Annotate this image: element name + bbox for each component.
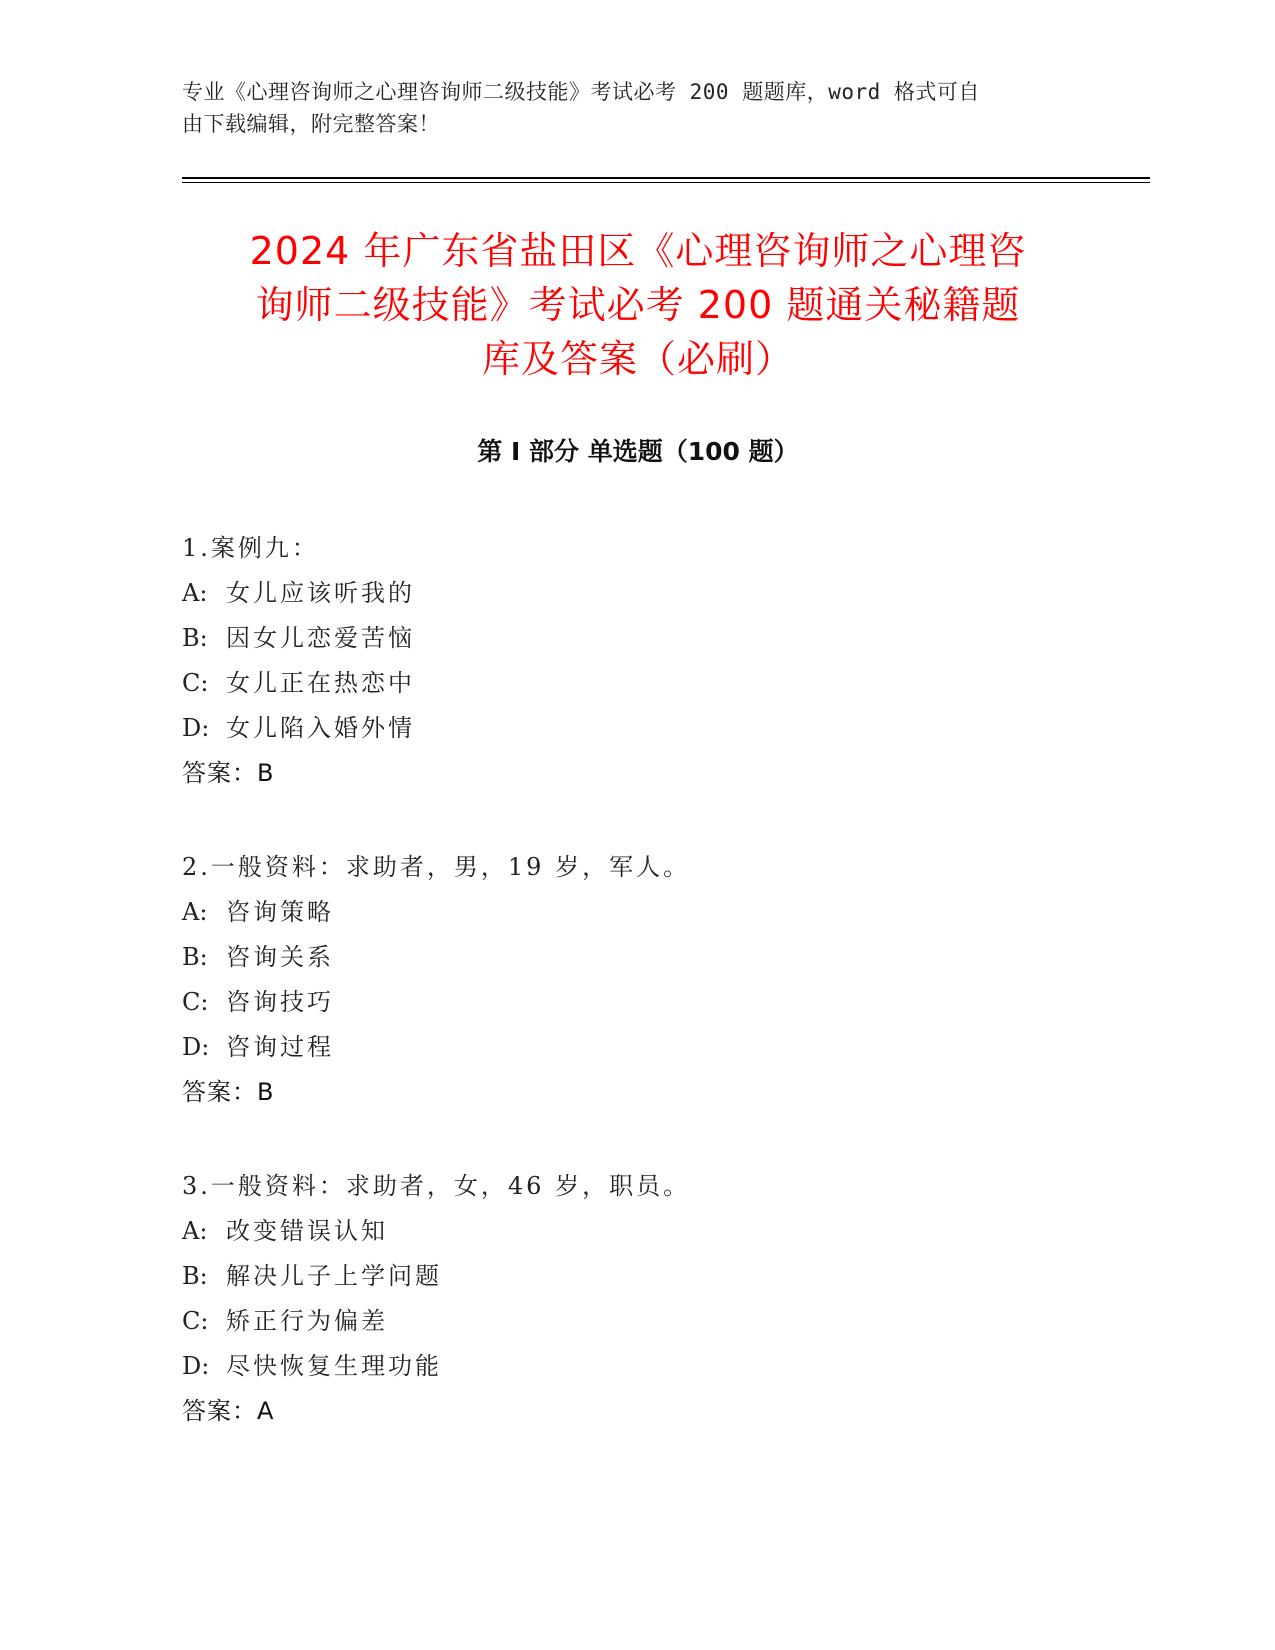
option-letter: C:: [182, 669, 209, 697]
option-d: [182, 1344, 1082, 1389]
answer-line: 答案：A: [182, 1397, 275, 1425]
option-letter: D:: [182, 1033, 210, 1061]
question-stem: 3.一般资料：求助者，女，46 岁，职员。: [182, 1172, 691, 1200]
option-letter: B:: [182, 1262, 208, 1290]
option-text: 咨询技巧: [226, 988, 334, 1016]
question-stem: 2.一般资料：求助者，男，19 岁，军人。: [182, 853, 691, 881]
header-divider-bottom: [182, 182, 1150, 183]
option-text: 因女儿恋爱苦恼: [226, 624, 415, 652]
document-title: [182, 224, 1094, 386]
option-b: [182, 1254, 1082, 1299]
document-title-line-2: 询师二级技能》考试必考 200 题通关秘籍题: [255, 283, 1021, 327]
option-text: 尽快恢复生理功能: [226, 1352, 442, 1380]
option-letter: B:: [182, 943, 208, 971]
option-b: [182, 935, 1082, 980]
header-divider-top: [182, 177, 1150, 179]
option-letter: D:: [182, 714, 210, 742]
document-title-line-3: 库及答案（必刷）: [481, 337, 794, 381]
option-text: 女儿应该听我的: [226, 579, 415, 607]
option-text: 矫正行为偏差: [226, 1307, 388, 1335]
header-note-line-1: 专业《心理咨询师之心理咨询师二级技能》考试必考 200 题题库，word 格式可自: [182, 80, 980, 104]
option-text: 咨询关系: [226, 943, 334, 971]
option-text: 解决儿子上学问题: [226, 1262, 442, 1290]
option-a: [182, 1209, 1082, 1254]
option-letter: B:: [182, 624, 208, 652]
header-note: [182, 76, 1062, 140]
option-c: [182, 1299, 1082, 1344]
option-b: [182, 616, 1082, 661]
document-title-line-1: 2024 年广东省盐田区《心理咨询师之心理咨: [249, 229, 1027, 273]
option-letter: C:: [182, 1307, 209, 1335]
option-letter: D:: [182, 1352, 210, 1380]
option-a: [182, 571, 1082, 616]
option-letter: A:: [182, 898, 208, 926]
option-letter: A:: [182, 1217, 208, 1245]
option-c: [182, 661, 1082, 706]
option-text: 女儿正在热恋中: [226, 669, 415, 697]
question-2: [182, 845, 1082, 1115]
option-text: 女儿陷入婚外情: [226, 714, 415, 742]
option-c: [182, 980, 1082, 1025]
option-letter: A:: [182, 579, 208, 607]
answer-line: 答案：B: [182, 1078, 275, 1106]
option-text: 咨询过程: [226, 1033, 334, 1061]
answer-line: 答案：B: [182, 759, 275, 787]
question-1: [182, 526, 1082, 796]
question-3: [182, 1164, 1082, 1434]
header-note-line-2: 由下载编辑，附完整答案！: [182, 112, 440, 136]
option-text: 咨询策略: [226, 898, 334, 926]
section-title: 第 I 部分 单选题（100 题）: [477, 437, 799, 466]
question-stem: 1.案例九：: [182, 534, 319, 562]
option-d: [182, 1025, 1082, 1070]
option-letter: C:: [182, 988, 209, 1016]
option-text: 改变错误认知: [226, 1217, 388, 1245]
option-a: [182, 890, 1082, 935]
option-d: [182, 706, 1082, 751]
